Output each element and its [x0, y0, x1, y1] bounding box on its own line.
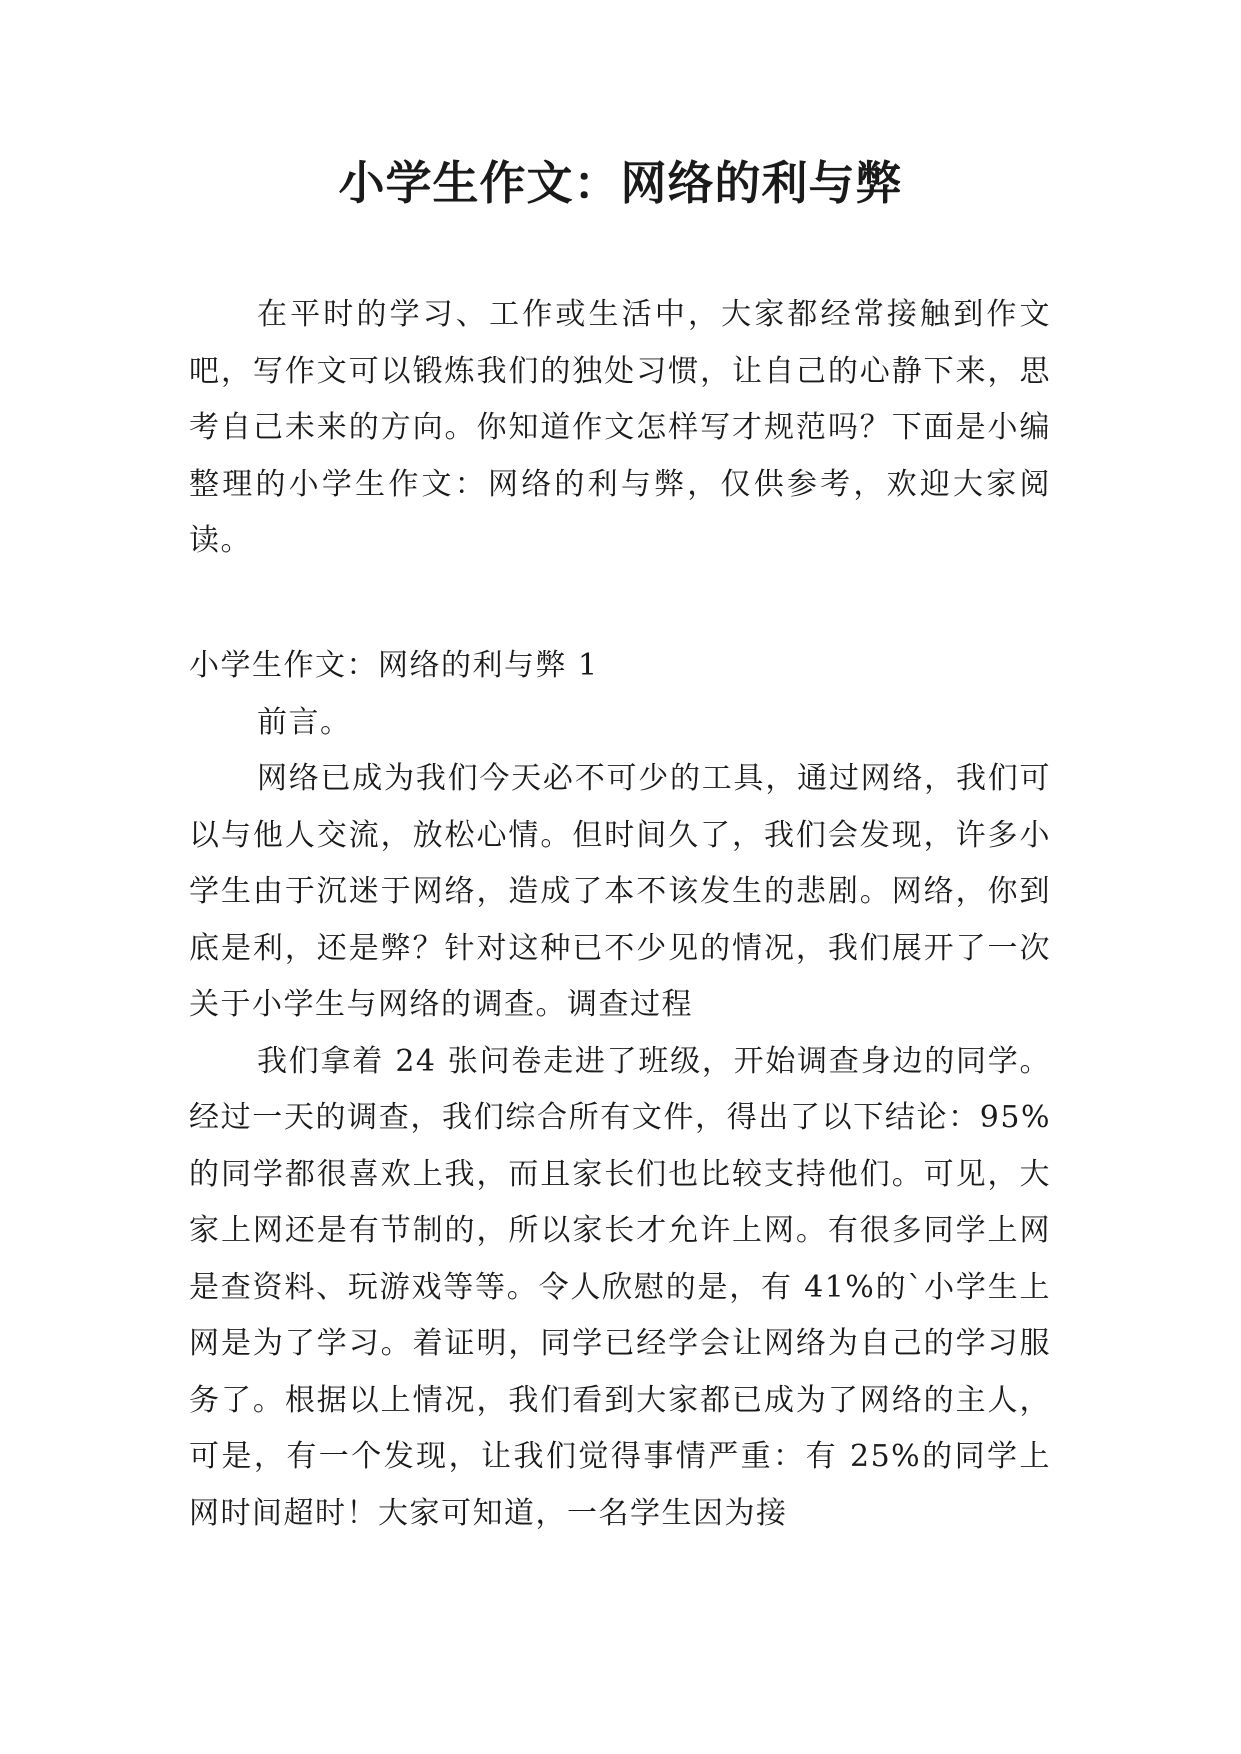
- paragraph-network-intro: 网络已成为我们今天必不可少的工具，通过网络，我们可以与他人交流，放松心情。但时间久了，我们会发现，许多小学生由于沉迷于网络，造成了本不该发生的悲剧。网络，你到底是利，还是弊？针对这种已不少见的情况，我们展开了一次关于小学生与网络的调查。调查过程: [189, 761, 1051, 1022]
- document-title: 小学生作文：网络的利与弊: [338, 156, 903, 210]
- intro-block: [189, 287, 1051, 570]
- paragraph-survey-results: 我们拿着 24 张问卷走进了班级，开始调查身边的同学。经过一天的调查，我们综合所有文件，得出了以下结论：95%的同学都很喜欢上我，而且家长们也比较支持他们。可见，大家上网还是有节制的，所以家长才允许上网。有很多同学上网是查资料、玩游戏等等。令人欣慰的是，有 41%的`小学生上网是为了学习。着证明，同学已经学会让网络为自己的学习服务了。根据以上情况，我们看到大家都已成为了网络的主人，可是，有一个发现，让我们觉得事情严重：有 25%的同学上网时间超时！大家可知道，一名学生因为接: [189, 1043, 1051, 1531]
- paragraph-preface: 前言。: [257, 704, 352, 740]
- intro-paragraph: 在平时的学习、工作或生活中，大家都经常接触到作文吧，写作文可以锻炼我们的独处习惯，让自己的心静下来，思考自己未来的方向。你知道作文怎样写才规范吗？下面是小编整理的小学生作文：网络的利与弊，仅供参考，欢迎大家阅读。: [189, 297, 1051, 558]
- essay-section: [189, 638, 1051, 1542]
- section-heading: 小学生作文：网络的利与弊 1: [189, 648, 599, 683]
